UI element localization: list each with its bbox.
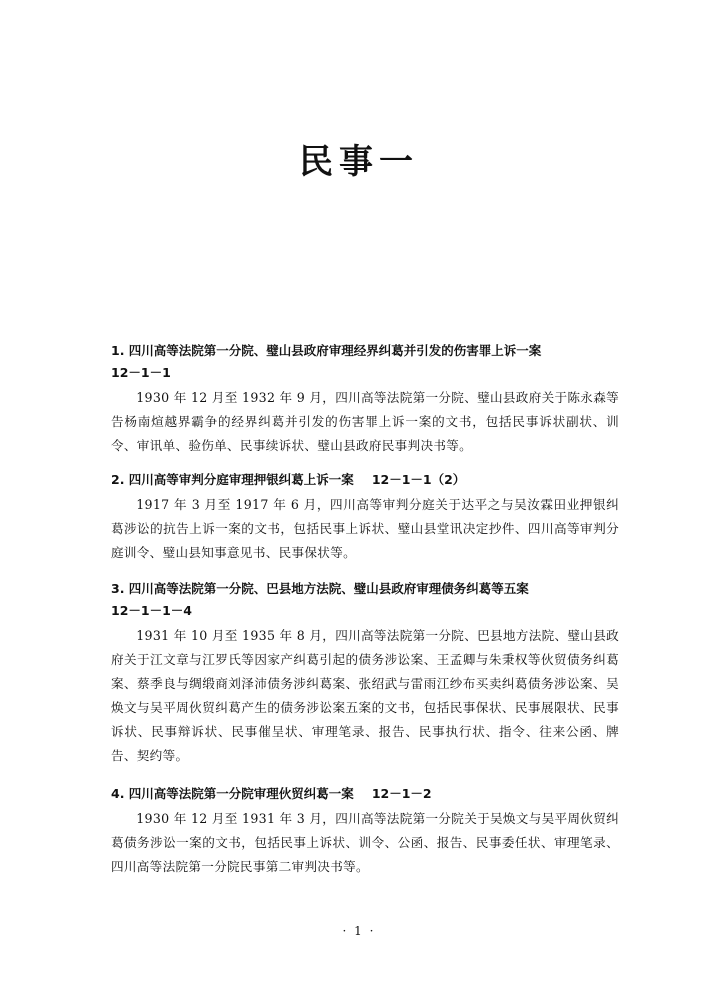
entry-heading: 3. 四川高等法院第一分院、巴县地方法院、璧山县政府审理债务纠葛等五案 [111, 581, 529, 596]
catalog-entry-3 [111, 578, 619, 768]
page-number: · 1 · [342, 924, 376, 938]
entry-description: 1930 年 12 月至 1931 年 3 月，四川高等法院第一分院关于吴焕文与吴平周伙贸纠葛债务涉讼一案的文书，包括民事上诉状、训令、公函、报告、民事委任状、审理笔录、四川高等法院第一分院民事第二审判决书等。 [111, 811, 619, 874]
catalog-entry-4 [111, 783, 619, 879]
entry-archive-code: 12－1－1－4 [111, 603, 192, 618]
catalog-entry-2 [111, 469, 619, 565]
entry-heading: 4. 四川高等法院第一分院审理伙贸纠葛一案 [111, 786, 354, 801]
entry-archive-code: 12－1－1（2） [371, 472, 466, 487]
entry-heading: 2. 四川高等审判分庭审理押银纠葛上诉一案 [111, 472, 354, 487]
page-title: 民事一 [299, 142, 419, 182]
entry-archive-code: 12－1－1 [111, 365, 171, 380]
catalog-entry-1 [111, 340, 619, 458]
entry-archive-code: 12－1－2 [371, 786, 432, 801]
entry-description: 1930 年 12 月至 1932 年 9 月，四川高等法院第一分院、璧山县政府关于陈永森等告杨南煊越界霸争的经界纠葛并引发的伤害罪上诉一案的文书，包括民事诉状副状、训令、审讯单、验伤单、民事续诉状、璧山县政府民事判决书等。 [111, 390, 619, 453]
entry-description: 1931 年 10 月至 1935 年 8 月，四川高等法院第一分院、巴县地方法院、璧山县政府关于江文章与江罗氏等因家产纠葛引起的债务涉讼案、王孟卿与朱秉权等伙贸债务纠葛案、蔡季良与绸缎商刘泽沛债务涉纠葛案、张绍武与雷雨江纱布买卖纠葛债务涉讼案、吴焕文与吴平周伙贸纠葛产生的债务涉讼案五案的文书，包括民事保状、民事展限状、民事诉状、民事辩诉状、民事催呈状、审理笔录、报告、民事执行状、指令、往来公函、牌告、契约等。 [111, 628, 619, 763]
entry-heading-line [111, 469, 619, 491]
entry-description: 1917 年 3 月至 1917 年 6 月，四川高等审判分庭关于达平之与吴汝霖田业押银纠葛涉讼的抗告上诉一案的文书，包括民事上诉状、璧山县堂讯决定抄件、四川高等审判分庭训令、璧山县知事意见书、民事保状等。 [111, 497, 619, 560]
entry-heading: 1. 四川高等法院第一分院、璧山县政府审理经界纠葛并引发的伤害罪上诉一案 [111, 343, 542, 358]
entry-heading-line [111, 783, 619, 805]
